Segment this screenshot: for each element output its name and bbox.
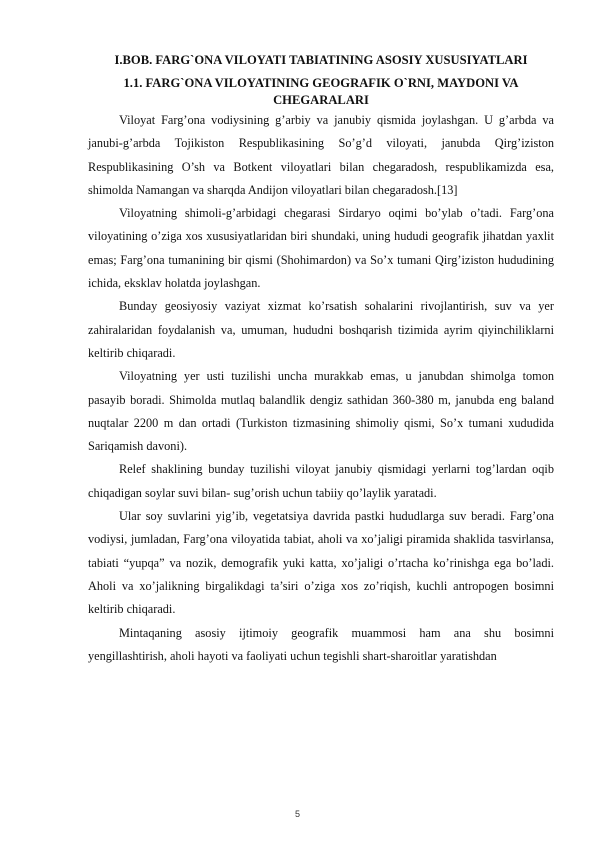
section-title: 1.1. FARG`ONA VILOYATINING GEOGRAFIK O`RNI, MAYDONI VA CHEGARALARI — [123, 76, 519, 107]
paragraph-4: Viloyatning yer usti tuzilishi uncha murakkab emas, u janubdan shimolga tomon pasayib boradi. Shimolda mutlaq balandlik dengiz sathidan 360-380 m, janubda eng baland nuqtalar 2200 m dan ortadi (Turkiston tizmasining shimoliy qismi, So’x tumani xududida Sariqamish davoni). — [88, 369, 554, 454]
page-number: 5 — [294, 809, 300, 819]
paragraph-7: Mintaqaning asosiy ijtimoiy geografik muammosi ham ana shu bosimni yengillashtirish, aholi hayoti va faoliyati uchun tegishli shart-sharoitlar yaratishdan — [88, 625, 554, 663]
paragraph-2: Viloyatning shimoli-g’arbidagi chegarasi Sirdaryo oqimi bo’ylab o’tadi. Farg’ona viloyatining o’ziga xos xususiyatlaridan biri shundaki, uning hududi geografik jihatdan yaxlit emas; Farg’ona tumanining bir qismi (Shohimardon) va So’x tumani Qirg’iziston hududining ichida, eksklav holatda joylashgan. — [88, 206, 554, 291]
paragraph-1: Viloyat Farg’ona vodiysining g’arbiy va janubiy qismida joylashgan. U g’arbda va janubi-g’arbda Tojikiston Respublikasining So’g’d viloyati, janubda Qirg’iziston Respublikasining O’sh va Botkent viloyatlari bilan chegaradosh, respublikamizda esa, shimolda Namangan va sharqda Andijon viloyatlari bilan chegaradosh.[13] — [88, 113, 554, 197]
document-page — [88, 52, 554, 668]
chapter-title: I.BOB. FARG`ONA VILOYATI TABIATINING ASOSIY XUSUSIYATLARI — [114, 53, 528, 67]
paragraph-5: Relef shaklining bunday tuzilishi viloyat janubiy qismidagi yerlarni tog’lardan oqib chiqadigan soylar suvi bilan- sug’orish uchun tabiiy qo’laylik yaratadi. — [88, 462, 554, 500]
paragraph-3: Bunday geosiyosiy vaziyat xizmat ko’rsatish sohalarini rivojlantirish, suv va yer zahiralaridan foydalanish va, umuman, hududni boshqarish tizimida ayrim qiyinchiliklarni keltirib chiqaradi. — [88, 299, 554, 360]
paragraph-6: Ular soy suvlarini yig’ib, vegetatsiya davrida pastki hududlarga suv beradi. Farg’ona vodiysi, jumladan, Farg’ona viloyatida tabiat, aholi va xo’jaligi piramida shaklida tasvirlansa, tabiati “yupqa” va nozik, demografik yuki katta, xo’jaligi o’rtacha ko’rinishga ega bo’ladi. Aholi va xo’jalikning birgalikdagi ta’siri o’ziga xos zo’riqish, kuchli antropogen bosimni keltirib chiqaradi. — [88, 509, 554, 617]
